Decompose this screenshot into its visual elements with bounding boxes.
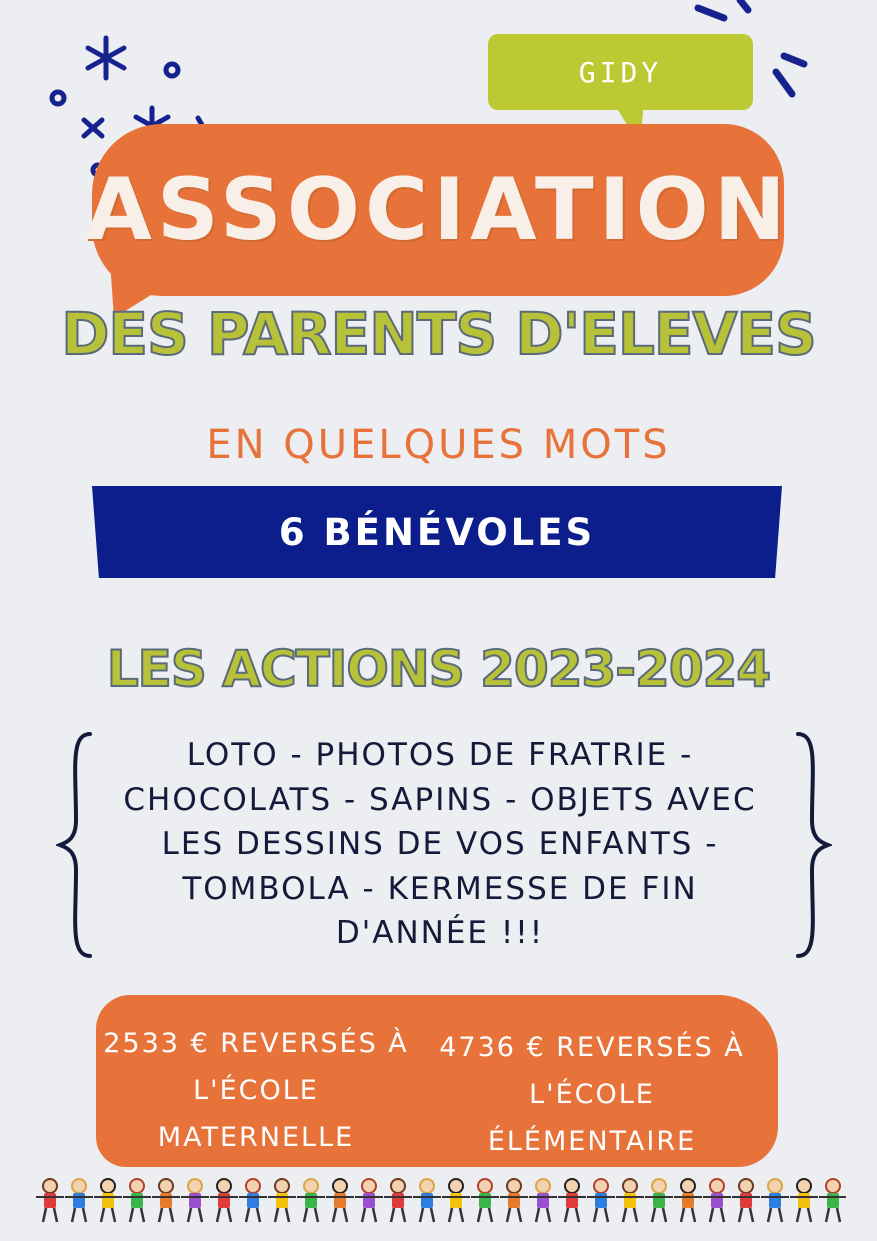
- donation-school-name: ÉLÉMENTAIRE: [487, 1126, 697, 1157]
- child-figure: [558, 1179, 586, 1222]
- child-figure: [732, 1179, 760, 1222]
- page-subtitle: DES PARENTS D'ELEVES: [61, 300, 816, 368]
- actions-list: [110, 733, 770, 956]
- child-figure: [703, 1179, 731, 1222]
- child-figure: [616, 1179, 644, 1222]
- child-figure: [210, 1179, 238, 1222]
- circle-icon: [166, 64, 178, 76]
- donation-elementaire: [432, 1024, 752, 1165]
- child-figure: [355, 1179, 383, 1222]
- child-figure: [500, 1179, 528, 1222]
- child-figure: [94, 1179, 122, 1222]
- actions-line: CHOCOLATS - SAPINS - OBJETS AVEC: [123, 781, 757, 818]
- child-figure: [152, 1179, 180, 1222]
- child-figure: [645, 1179, 673, 1222]
- circle-icon: [52, 92, 64, 104]
- child-figure: [268, 1179, 296, 1222]
- actions-line: LOTO - PHOTOS DE FRATRIE -: [186, 737, 694, 773]
- donation-maternelle: [96, 1020, 416, 1161]
- donation-amount: 2533 € REVERSÉS À: [103, 1028, 409, 1059]
- asterisk-icon: [88, 38, 124, 78]
- brace-icon: [792, 730, 832, 960]
- donation-school-prefix: L'ÉCOLE: [529, 1079, 655, 1110]
- child-figure: [239, 1179, 267, 1222]
- child-figure: [36, 1179, 64, 1222]
- volunteers-count: 6 BÉNÉVOLES: [278, 510, 596, 554]
- child-figure: [587, 1179, 615, 1222]
- page-title: ASSOCIATION: [85, 160, 791, 260]
- location-label: GIDY: [578, 55, 663, 89]
- actions-heading: LES ACTIONS 2023-2024: [106, 640, 771, 698]
- child-figure: [181, 1179, 209, 1222]
- child-figure: [790, 1179, 818, 1222]
- child-figure: [384, 1179, 412, 1222]
- children-chain-icon: [36, 1176, 846, 1228]
- child-figure: [529, 1179, 557, 1222]
- child-figure: [471, 1179, 499, 1222]
- child-figure: [442, 1179, 470, 1222]
- child-figure: [297, 1179, 325, 1222]
- donation-school-name: MATERNELLE: [157, 1122, 355, 1153]
- child-figure: [65, 1179, 93, 1222]
- brace-icon: [56, 730, 96, 960]
- child-figure: [819, 1179, 846, 1222]
- child-figure: [761, 1179, 789, 1222]
- child-figure: [326, 1179, 354, 1222]
- actions-line: TOMBOLA - KERMESSE DE FIN: [182, 870, 698, 907]
- donation-amount: 4736 € REVERSÉS À: [439, 1032, 745, 1063]
- actions-line: D'ANNÉE !!!: [335, 915, 545, 951]
- child-figure: [123, 1179, 151, 1222]
- donation-school-prefix: L'ÉCOLE: [193, 1075, 319, 1106]
- actions-line: LES DESSINS DE VOS ENFANTS -: [161, 826, 719, 862]
- intro-heading: EN QUELQUES MOTS: [206, 422, 671, 468]
- child-figure: [674, 1179, 702, 1222]
- child-figure: [413, 1179, 441, 1222]
